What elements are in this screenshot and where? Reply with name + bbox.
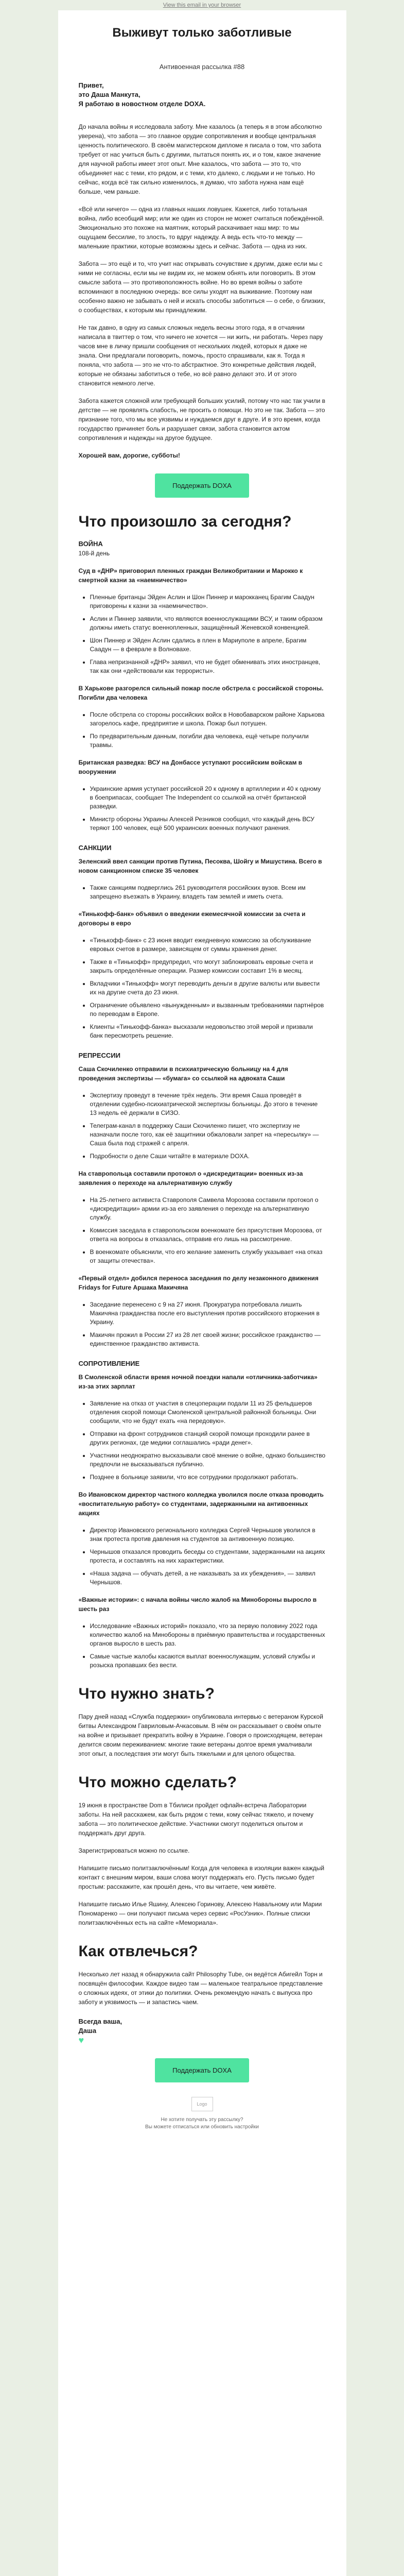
news-list [79,936,326,1040]
news-bullet: • «Тинькофф-банк» с 23 июня вводит ежедневную комиссию за обслуживание евровых счетов в размере, зависящем от суммы хранения денег. [90,936,326,954]
section-title-happened: Что произошло за сегодня? [78,513,292,530]
greeting-line: Я работаю в новостном отделе DOXA. [78,100,206,108]
intro-paragraph: До начала войны я исследовала заботу. Мне казалось (а теперь я в этом абсолютно уверена), что забота — это главное орудие сопротивления и вообще центральная ценность политического. В своём магистерском дипломе я писала о том, что забота требует от нас учиться быть с другими, пытаться понять их, и о том, какое значение для научной работы имеет этот опыт. Мне казалось, что забота — это то, что объединяет нас с теми, кто рядом, и с теми, кто далеко, с людьми и не только. Но сейчас, когда всё так сильно изменилось, я думаю, что забота нужна нам ещё больше, чем раньше. [78,123,322,195]
repression-label: РЕПРЕССИИ [78,1052,120,1059]
news-lead: Суд в «ДНР» приговорил пленных граждан Великобритании и Марокко к смертной казни за «наемничество» [78,567,303,584]
news-bullet: • После обстрела со стороны российских войск в Новобаварском районе Харькова загорелось кафе, предприятие и школа. Пожар был потушен. [90,710,326,728]
news-bullet: • Ограничение объявлено «вынужденным» и вызванным требованиями партнёров по переводам в Европе. [90,1001,326,1019]
do-paragraph: Напишите письмо Илье Яшину, Алексею Горинову, Алексею Навальному или Марии Пономаренко — они получают письма через сервис «РосУзник». Полные списки политзаключённых есть на сайте «Мемориала». [78,1901,322,1926]
news-bullet: • Глава непризнанной «ДНР» заявил, что не будет обменивать этих иностранцев, так как они «действовали как террористы». [90,658,326,675]
news-bullet: • На 25-летнего активиста Ставрополя Самвела Морозова составили протокол о «дискредитации» армии из-за его заявления о переходе на альтернативную службу. [90,1196,326,1222]
thanks-line: Хорошей вам, дорогие, субботы! [78,452,180,459]
news-list [79,1526,326,1587]
news-bullet: • Аслин и Пиннер заявили, что являются военнослужащими ВСУ, и таким образом должны иметь статус военнопленных, защищённый Женевской конвенцией. [90,615,326,632]
news-lead: «Важные истории»: с начала войны число жалоб на Минобороны выросло в шесть раз [78,1596,317,1613]
news-bullet: • По предварительным данным, погибли два человека, ещё четыре получили травмы. [90,732,326,750]
news-bullet: • Клиенты «Тинькофф-банка» высказали недовольство этой мерой и призвали банк пересмотреть решение. [90,1023,326,1040]
donate-button-bottom[interactable]: Поддержать DOXA [155,2058,249,2082]
logo-image: Logo [191,2097,213,2111]
footer-line: Не хотите получать эту рассылку? [161,2117,243,2123]
news-lead: В Смоленской области время ночной поездки напали «отличника-заботчика» из-за этих зарплат [78,1374,318,1390]
signoff-line: Даша [78,2027,97,2035]
signoff [79,2017,326,2045]
footer-logo [79,2097,326,2111]
news-list [79,884,326,901]
greeting-line: Привет, [78,81,104,89]
do-paragraph: 19 июня в пространстве Dom в Тбилиси пройдет офлайн-встреча Лаборатории заботы. На ней расскажем, как быть рядом с теми, кому сейчас тяжело, и почему забота — это политическое действие. Участники смогут поделиться опытом и поддержать друг друга. [78,1802,313,1837]
news-bullet: • Также санкциям подверглись 261 руководителя российских вузов. Всем им запрещено въезжать в Украину, владеть там землей и иметь счета. [90,884,326,901]
section-title-distract: Как отвлечься? [78,1943,198,1960]
news-lead: В Харькове разгорелся сильный пожар после обстрела с российской стороны. Погибли два человека [78,685,324,701]
news-list [79,1622,326,1670]
news-bullet: • Участники неоднократно высказывали своё мнение о войне, однако большинство предпочли не высказываться публично. [90,1451,326,1469]
do-registration-link[interactable]: Зарегистрироваться можно по ссылке. [78,1847,190,1854]
news-bullet: • «Наша задача — обучать детей, а не наказывать за их убеждения», — заявил Чернышов. [90,1569,326,1587]
intro-paragraph: «Всё или ничего» — одна из главных наших ловушек. Кажется, либо тотальная война, либо всеобщий мир; или же один из сторон не может считаться побеждённой. Эмоционально это похоже на маятник, который раскачивает наш мир: то мы ощущаем бессилие, то злость, то вдруг надежду. А ведь есть что-то между — маленькие практики, которые возможны здесь и сейчас. Забота — одна из них. [78,206,324,250]
news-bullet: • Исследование «Важных историй» показало, что за первую половину 2022 года количество жалоб на Минобороны в приёмную правительства и государственных органов выросло в шесть раз. [90,1622,326,1648]
intro-paragraph: Забота кажется сложной или требующей больших усилий, потому что нас так учили в детстве — не проявлять слабость, не просить о помощи. Но это не так. Забота — это признание того, что мы все уязвимы и нуждаемся друг в друге. И в это время, когда государство причиняет боль и разрушает связи, забота становится актом сопротивления и надежды на другое будущее. [78,397,326,442]
intro-paragraph: Забота — это ещё и то, что учит нас открывать сочувствие к другим, даже если мы с ними не согласны, если мы не видим их, не можем обнять или поговорить. В этом смысле забота — это противоположность войне. Но во время войны о заботе вспоминают в последнюю очередь: все силы уходят на выживание. Поэтому нам особенно важно не забывать о ней и искать способы заботиться — о себе, о близких, о сообществах, к которым мы принадлежим. [78,260,326,314]
news-lead: Зеленский ввел санкции против Путина, Песоква, Шойгу и Мишустина. Всего в новом санкционном списке 35 человек [78,858,322,874]
greeting [79,81,326,109]
news-lead: «Тинькофф-банк» объявил о введении ежемесячной комиссии за счета и договоры в евро [78,910,306,927]
news-lead: Саша Скочиленко отправили в психиатрическую больницу на 4 для проведения экспертизы — «бумага» со ссылкой на адвоката Саши [78,1065,288,1082]
newsletter-sheet [58,10,346,2576]
footer-text [79,2116,326,2131]
news-list [79,1300,326,1348]
news-bullet: • Экспертизу проведут в течение трёх недель. Эти время Саша проведёт в отделении судебно-психиатрической экспертизы больницы. До этого в течение 13 недель её держали в СИЗО. [90,1091,326,1117]
signoff-line: Всегда ваша, [78,2018,122,2025]
news-list [79,593,326,675]
distract-paragraph: Несколько лет назад я обнаружила сайт Philosophy Tube, он ведётся Абигейл Торн и посвящён философии. Каждое видео там — маленькое театральное представление о сложных идеях, от этики до политики. Очень рекомендую начать с выпуска про заботу и уязвимость — и запастись чаем. [78,1971,323,2006]
news-bullet: • Также в «Тинькофф» предупредил, что могут заблокировать евровые счета и закрыть определённые операции. Размер комиссии составит 1% в месяц. [90,958,326,975]
sanctions-label: САНКЦИИ [78,844,112,852]
news-bullet: • Позднее в больнице заявили, что все сотрудники продолжают работать. [90,1473,326,1482]
news-lead: На ставропольца составили протокол о «дискредитации» военных из-за заявления о переходе на альтернативную службу [78,1170,303,1187]
news-bullet: • Макичян прожил в России 27 из 28 лет своей жизни; российское гражданство — единственное гражданство активиста. [90,1331,326,1348]
news-bullet: • Самые частые жалобы касаются выплат военнослужащим, условий службы и розыска пропавших без вести. [90,1652,326,1670]
news-list [79,1399,326,1482]
news-bullet: • В военкомате объяснили, что его желание заменить службу указывает «на отказ от защиты отечества». [90,1248,326,1265]
news-bullet: • Чернышов отказался проводить беседы со студентами, задержанными на акциях протеста, и составлять на них характеристики. [90,1548,326,1565]
news-bullet: • Шон Пиннер и Эйден Аслин сдались в плен в Мариуполе в апреле, Брагим Саадун — в феврале в Волновахе. [90,636,326,654]
news-list [79,1196,326,1265]
news-lead: Британская разведка: ВСУ на Донбассе уступают российским войскам в вооружении [78,759,303,775]
unsubscribe-link[interactable]: Вы можете отписаться или обновить настройки [145,2124,259,2130]
news-bullet: • Пленные британцы Эйден Аслин и Шон Пиннер и марокканец Брагим Саадун приговорены к казни за «наемничество». [90,593,326,611]
newsletter-title: Выживут только заботливые [112,26,292,40]
news-bullet: • Комиссия заседала в ставропольском военкомате без присутствия Морозова, от ответа на вопросы в отказалась, отправив его лишь на рассмотрение. [90,1226,326,1244]
war-label: ВОЙНА [78,540,103,548]
news-bullet: • Украинские армия уступает российской 20 к одному в артиллерии и 40 к одному в боеприпасах, сообщает The Independent со ссылкой на отчёт британской разведки. [90,785,326,811]
greeting-line: это Даша Манкута, [78,91,140,98]
news-list [79,710,326,750]
news-bullet: • Телеграм-канал в поддержку Саши Скочиленко пишет, что экспертизу не назначали после того, как её защитники обжаловали запрет на «пересылку» — Саша была под стражей с апреля. [90,1122,326,1148]
news-list [79,1091,326,1161]
know-paragraph: Пару дней назад «Служба поддержки» опубликовала интервью с ветераном Курской битвы Александром Гавриловым-Ачкасовым. В нём он рассказывает о своём опыте на войне и призывает прекратить войну в Украине. Говоря о происходящем, ветеран делится своим переживанием: многие такие ветераны долгое время умалчивали этот опыт, а последствия эти могут быть тяжелыми и для целого общества. [78,1713,323,1757]
resistance-label: СОПРОТИВЛЕНИЕ [78,1360,140,1367]
donate-button[interactable]: Поддержать DOXA [155,473,249,498]
news-lead: Во Ивановском директор частного колледжа уволился после отказа проводить «воспитательную работу» со студентами, задержанными на антивоенных акциях [78,1491,324,1517]
news-list [79,785,326,833]
news-bullet: • Директор Ивановского регионального колледжа Сергей Чернышов уволился в знак протеста против давления на студентов за антивоенную позицию. [90,1526,326,1544]
war-day: 108-й день [78,550,110,557]
news-lead: «Первый отдел» добился переноса заседания по делу незаконного движения Fridays for Future Аршака Макичяна [78,1275,319,1291]
news-bullet: • Подробности о деле Саши читайте в материале DOXA. [90,1152,326,1161]
news-bullet: • Заявление на отказ от участия в спецоперации подали 11 из 25 фельдшеров отделения скорой помощи Смоленской центральной районной больницы. Они сообщили, что не будут ехать «на передовую». [90,1399,326,1426]
heart-icon: ♥ [78,2035,84,2045]
section-title-know: Что нужно знать? [78,1685,215,1702]
section-title-do: Что можно сделать? [78,1774,237,1791]
issue-kicker: Антивоенная рассылка #88 [159,63,245,71]
intro-paragraph: Не так давно, в одну из самых сложных недель весны этого года, я в отчаянии написала в твиттер о том, что ничего не хочется — ни жить, ни работать. Через пару часов мне в личку пришли сообщения от нескольких людей, которых я даже не знала. Они предлагали поговорить, помочь, просто спрашивали, как я. Тогда я поняла, что забота — это не что-то абстрактное. Это конкретные действия людей, которые не обязаны заботиться о тебе, но всё равно делают это. И от этого становится немного легче. [78,324,323,387]
news-bullet: • Министр обороны Украины Алексей Резников сообщил, что каждый день ВСУ теряют 100 человек, ещё 500 украинских военных получают ранения. [90,815,326,833]
news-bullet: • Вкладчики «Тинькофф» могут переводить деньги в другие валюты или вывести их на другие счета до 23 июня. [90,979,326,997]
news-bullet: • Заседание перенесено с 9 на 27 июня. Прокуратура потребовала лишить Макичяна гражданства после его выступления против российского вторжения в Украину. [90,1300,326,1327]
news-bullet: • Отправки на фронт сотрудников станций скорой помощи проходили ранее в других регионах, где медики соглашались «ради денег». [90,1430,326,1447]
view-in-browser[interactable]: View this email in your browser [163,2,241,8]
do-paragraph: Напишите письмо политзаключённым! Когда для человека в изоляции важен каждый контакт с внешним миром, ваши слова могут поддержать его. Пусть письмо будет простым: расскажите, как прошёл день, что вы читаете, чем живёте. [78,1865,325,1890]
